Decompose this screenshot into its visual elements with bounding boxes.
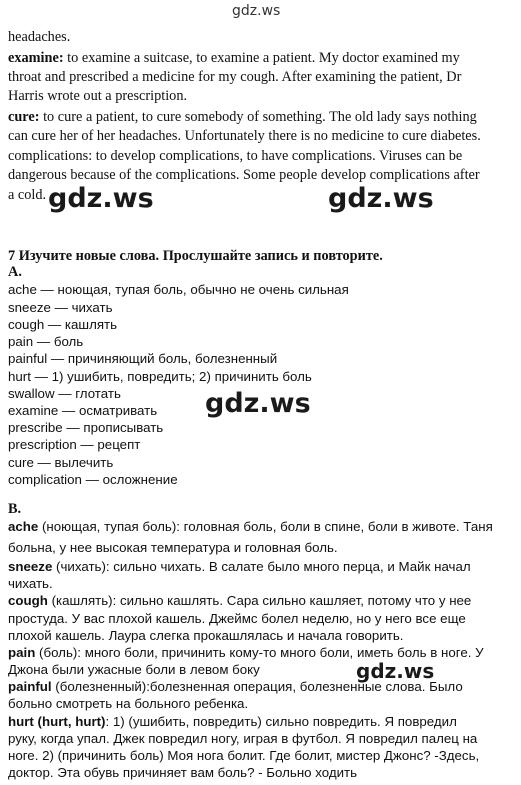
definition: to examine a suitcase, to examine a patient. My doctor examined my xyxy=(63,50,460,66)
text-line: a cold. xyxy=(8,187,47,203)
vocab-item: complication — осложнение xyxy=(8,472,178,487)
text-line: плохой кашель. Лаура слегка прокашлялась и начала говорить. xyxy=(8,628,404,643)
text-line xyxy=(8,49,460,68)
text-line: Джона были ужасные боли в левом боку xyxy=(8,662,260,677)
vocab-item: hurt — 1) ушибить, повредить; 2) причинить боль xyxy=(8,369,312,384)
text-line: Harris wrote out a prescription. xyxy=(8,88,188,104)
watermark: gdz.ws xyxy=(205,388,311,419)
text-line: complications: to develop complications, to have complications. Viruses can be xyxy=(8,148,463,164)
text-line: can cure her of her headaches. Unfortunately there is no medicine to cure diabetes. xyxy=(8,128,481,144)
text-line: ноге. 2) (причинить боль) Моя нога болит. Где болит, мистер Джонс? -Здесь, xyxy=(8,748,480,763)
vocab-item: prescription — рецепт xyxy=(8,437,141,452)
term-pain: pain xyxy=(8,645,36,660)
text-line xyxy=(8,108,477,127)
part-b-label: B. xyxy=(8,501,22,517)
text-line: throat and prescribed a medicine for my cough. After examining the patient, Dr xyxy=(8,69,462,85)
part-a-label: A. xyxy=(8,264,22,280)
definition: (кашлять): сильно кашлять. Сара сильно кашляет, потому что у нее xyxy=(47,593,472,608)
vocab-item: cough — кашлять xyxy=(8,317,118,332)
term-cure: cure: xyxy=(8,109,40,125)
vocab-item: pain — боль xyxy=(8,334,84,349)
vocab-item: sneeze — чихать xyxy=(8,300,113,315)
text-line: доктор. Эта обувь причиняет вам боль? - Больно ходить xyxy=(8,765,358,780)
vocab-item: cure — вылечить xyxy=(8,455,114,470)
watermark: gdz.ws xyxy=(328,183,434,214)
vocab-item: ache — ноющая, тупая боль, обычно не очень сильная xyxy=(8,282,349,297)
text-line: руку, когда упал. Джек повредил ногу, играя в футбол. Я повредил палец на xyxy=(8,731,478,746)
text-line: чихать. xyxy=(8,576,53,591)
term-hurt: hurt (hurt, hurt) xyxy=(8,714,106,729)
definition: (боль): много боли, причинить кому-то много боли, иметь боль в ноге. У xyxy=(35,645,484,660)
term-examine: examine: xyxy=(8,50,64,66)
text-line: headaches. xyxy=(8,29,71,45)
term-painful: painful xyxy=(8,679,52,694)
term-cough: cough xyxy=(8,593,48,608)
definition: (чихать): сильно чихать. В салате было много перца, и Майк начал xyxy=(52,559,471,574)
text-line xyxy=(8,591,471,610)
definition: to cure a patient, to cure somebody of something. The old lady says nothing xyxy=(39,109,477,125)
term-ache: ache xyxy=(8,519,39,534)
vocab-item: prescribe — прописывать xyxy=(8,420,164,435)
definition: (болезненный):болезненная операция, болезненные слова. Было xyxy=(51,679,463,694)
watermark-top: gdz.ws xyxy=(232,3,281,19)
text-line: больна, у нее высокая температура и головная боль. xyxy=(8,540,338,555)
vocab-item: examine — осматривать xyxy=(8,403,158,418)
text-line: простуда. У вас плохой кашель. Джеймс болел неделю, но у него все еще xyxy=(8,611,466,626)
text-line xyxy=(8,517,493,536)
exercise-heading: 7 Изучите новые слова. Прослушайте запись и повторите. xyxy=(8,248,383,264)
text-line xyxy=(8,557,471,576)
watermark: gdz.ws xyxy=(356,659,435,683)
vocab-item: painful — причиняющий боль, болезненный xyxy=(8,351,278,366)
definition: : 1) (ушибить, повредить) сильно повредить. Я повредил xyxy=(105,714,457,729)
term-sneeze: sneeze xyxy=(8,559,53,574)
text-line: dangerous because of the complications. Some people develop complications after xyxy=(8,167,480,183)
definition: (ноющая, тупая боль): головная боль, боли в спине, боли в животе. Таня xyxy=(38,519,493,534)
watermark: gdz.ws xyxy=(48,183,154,214)
text-line: больно смотреть на больного ребенка. xyxy=(8,696,249,711)
vocab-item: swallow — глотать xyxy=(8,386,121,401)
